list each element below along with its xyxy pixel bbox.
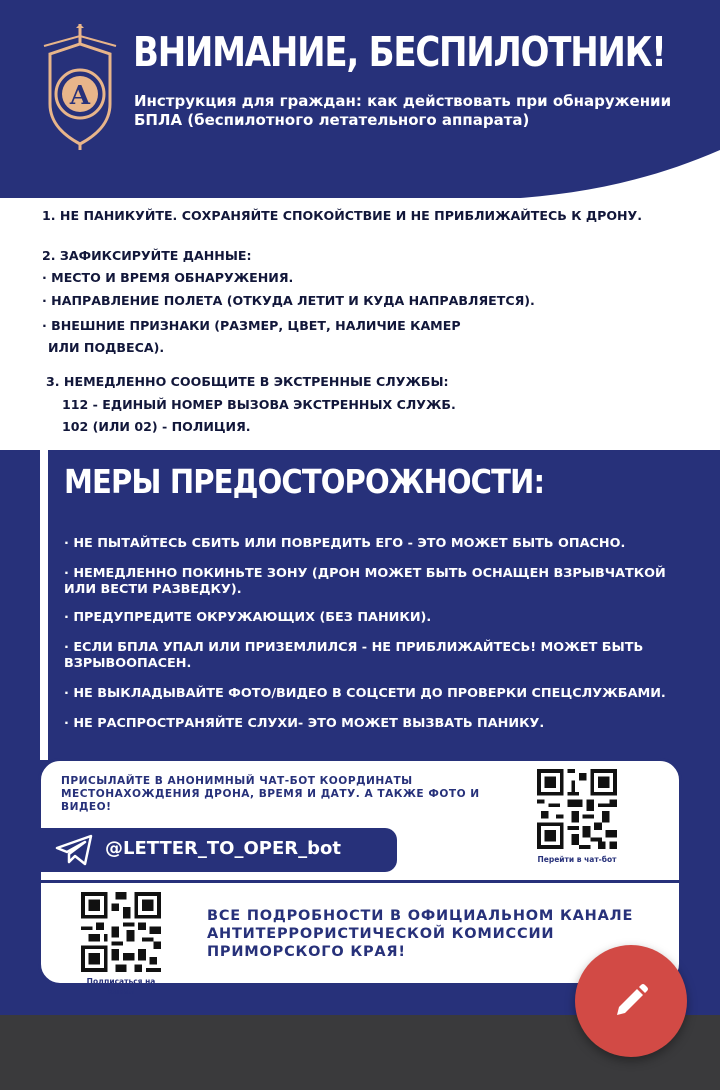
edit-fab-button[interactable] [575, 945, 687, 1057]
step-2-item: · ВНЕШНИЕ ПРИЗНАКИ (РАЗМЕР, ЦВЕТ, НАЛИЧИЕ КАМЕР [42, 318, 461, 333]
page-title: ВНИМАНИЕ, БЕСПИЛОТНИК! [133, 28, 666, 76]
step-1: 1. НЕ ПАНИКУЙТЕ. СОХРАНЯЙТЕ СПОКОЙСТВИЕ И НЕ ПРИБЛИЖАЙТЕСЬ К ДРОНУ. [42, 208, 643, 223]
shield-sword-emblem-icon [40, 24, 120, 152]
precaution-item: · НЕ РАСПРОСТРАНЯЙТЕ СЛУХИ- ЭТО МОЖЕТ ВЫЗВАТЬ ПАНИКУ. [64, 716, 545, 731]
step-2-item-continued: ИЛИ ПОДВЕСА). [48, 340, 165, 355]
precaution-item: · НЕМЕДЛЕННО ПОКИНЬТЕ ЗОНУ (ДРОН МОЖЕТ БЫТЬ ОСНАЩЕН ВЗРЫВЧАТКОЙ ИЛИ ВЕСТИ РАЗВЕДКУ). [64, 566, 666, 597]
divider [41, 880, 685, 883]
step-3-emergency-number: 112 - ЕДИНЫЙ НОМЕР ВЫЗОВА ЭКСТРЕННЫХ СЛУЖБ. [62, 397, 456, 412]
chat-bot-qr-code[interactable] [537, 769, 617, 849]
pencil-icon [611, 981, 651, 1021]
channel-qr-caption: Подписаться на канал [86, 977, 156, 996]
precaution-item: · ПРЕДУПРЕДИТЕ ОКРУЖАЮЩИХ (БЕЗ ПАНИКИ). [64, 610, 432, 625]
channel-qr-code[interactable] [81, 892, 161, 972]
step-2: 2. ЗАФИКСИРУЙТЕ ДАННЫЕ: [42, 248, 252, 263]
chat-bot-card [38, 758, 682, 996]
chat-bot-instructions: ПРИСЫЛАЙТЕ В АНОНИМНЫЙ ЧАТ-БОТ КООРДИНАТЫ МЕСТОНАХОЖДЕНИЯ ДРОНА, ВРЕМЯ И ДАТУ. А ТАКЖЕ ФОТО И ВИДЕО! [61, 775, 480, 813]
precaution-item: · НЕ ПЫТАЙТЕСЬ СБИТЬ ИЛИ ПОВРЕДИТЬ ЕГО - ЭТО МОЖЕТ БЫТЬ ОПАСНО. [64, 536, 626, 551]
step-2-item: · МЕСТО И ВРЕМЯ ОБНАРУЖЕНИЯ. [42, 270, 294, 285]
emblem-letter: А [69, 81, 91, 111]
chat-bot-handle[interactable]: @LETTER_TO_OPER_bot [105, 838, 341, 859]
telegram-icon [55, 834, 95, 866]
chat-bot-link[interactable] [41, 828, 397, 872]
step-3-police-number: 102 (ИЛИ 02) - ПОЛИЦИЯ. [62, 419, 251, 434]
official-channel-text: ВСЕ ПОДРОБНОСТИ В ОФИЦИАЛЬНОМ КАНАЛЕ АНТИТЕРРОРИСТИЧЕСКОЙ КОМИССИИ ПРИМОРСКОГО КРАЯ! [207, 908, 634, 960]
step-2-item: · НАПРАВЛЕНИЕ ПОЛЕТА (ОТКУДА ЛЕТИТ И КУДА НАПРАВЛЯЕТСЯ). [42, 293, 535, 308]
page-subtitle: Инструкция для граждан: как действовать при обнаружении БПЛА (беспилотного летательного аппарата) [134, 92, 672, 129]
step-3: 3. НЕМЕДЛЕННО СООБЩИТЕ В ЭКСТРЕННЫЕ СЛУЖБЫ: [46, 374, 449, 389]
precaution-item: · ЕСЛИ БПЛА УПАЛ ИЛИ ПРИЗЕМЛИЛСЯ - НЕ ПРИБЛИЖАЙТЕСЬ! МОЖЕТ БЫТЬ ВЗРЫВООПАСЕН. [64, 640, 644, 671]
precautions-title: МЕРЫ ПРЕДОСТОРОЖНОСТИ: [64, 462, 545, 501]
precaution-item: · НЕ ВЫКЛАДЫВАЙТЕ ФОТО/ВИДЕО В СОЦСЕТИ ДО ПРОВЕРКИ СПЕЦСЛУЖБАМИ. [64, 686, 666, 701]
chat-bot-qr-caption: Перейти в чат-бот [537, 855, 617, 864]
